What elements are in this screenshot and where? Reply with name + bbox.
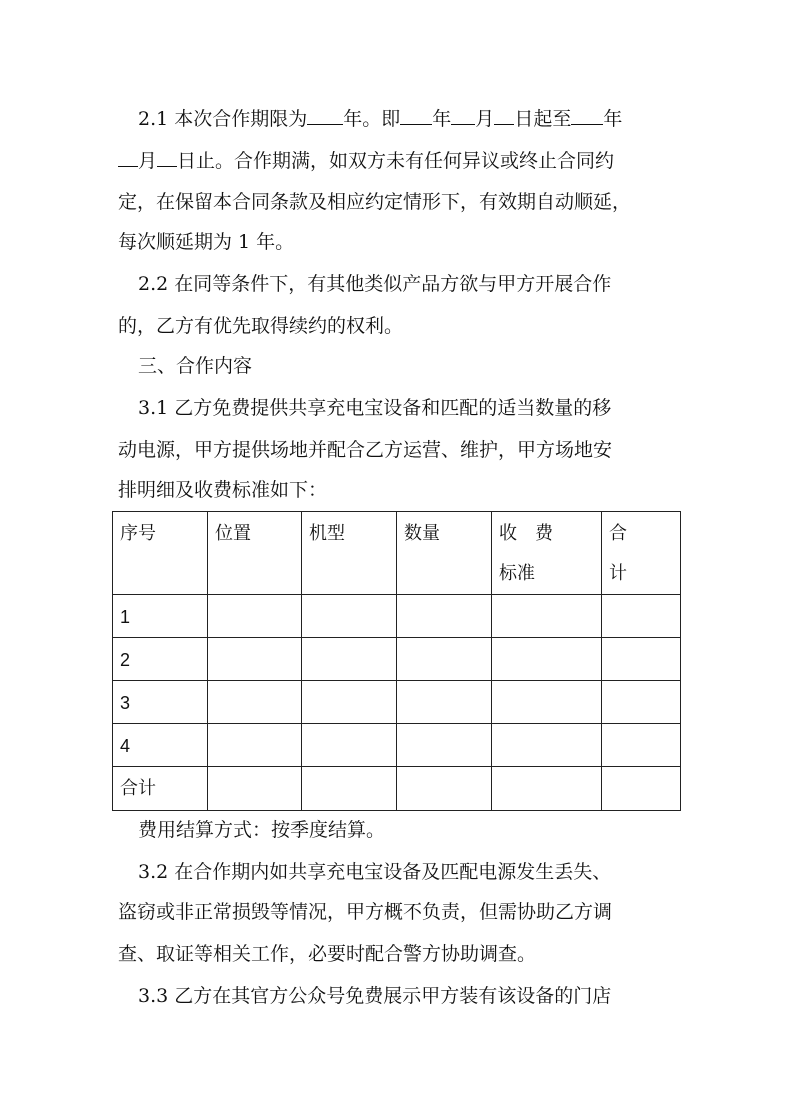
table-header-row xyxy=(113,512,681,595)
row-no: 4 xyxy=(113,724,208,767)
para-2-2-line-1: 2.2 在同等条件下，有其他类似产品方欲与甲方开展合作 xyxy=(138,273,612,295)
table-cell xyxy=(208,638,302,681)
table-row xyxy=(113,595,681,638)
table-cell xyxy=(602,767,681,811)
blank-start-year xyxy=(400,106,432,125)
para-3-1-line-3: 排明细及收费标准如下： xyxy=(118,479,328,501)
table-cell xyxy=(208,724,302,767)
table-cell xyxy=(492,595,602,638)
para-2-1-line-2 xyxy=(118,148,638,173)
blank-end-day xyxy=(157,148,177,167)
para-3-2-line-1: 3.2 在合作期内如共享充电宝设备及匹配电源发生丢失、 xyxy=(138,861,612,883)
table-cell xyxy=(602,638,681,681)
para-2-1-line-3: 定，在保留本合同条款及相应约定情形下，有效期自动顺延， xyxy=(118,191,632,213)
text: 年 xyxy=(603,108,623,130)
table-cell xyxy=(302,638,397,681)
text: 年。即 xyxy=(343,108,401,130)
para-2-1-line-1 xyxy=(138,106,658,131)
table-total-row xyxy=(113,767,681,811)
table-cell xyxy=(397,638,492,681)
para-3-2-line-2: 盗窃或非正常损毁等情况，甲方概不负责，但需协助乙方调 xyxy=(118,901,613,923)
para-2-1-line-4: 每次顺延期为 1 年。 xyxy=(118,231,295,253)
header-no: 序号 xyxy=(113,512,208,595)
table-cell xyxy=(492,638,602,681)
para-3-1-line-1: 3.1 乙方免费提供共享充电宝设备和匹配的适当数量的移 xyxy=(138,397,612,419)
table-cell xyxy=(397,767,492,811)
header-model: 机型 xyxy=(302,512,397,595)
table-cell xyxy=(492,767,602,811)
text: 年 xyxy=(432,108,452,130)
row-no: 3 xyxy=(113,681,208,724)
table-row xyxy=(113,724,681,767)
site-fee-table xyxy=(112,511,681,811)
blank-end-year xyxy=(571,106,603,125)
settlement-text: 费用结算方式：按季度结算。 xyxy=(138,819,386,841)
table-cell xyxy=(208,767,302,811)
text: 日止。合作期满，如双方未有任何异议或终止合同约 xyxy=(177,150,615,172)
table-row xyxy=(113,638,681,681)
text: 月 xyxy=(475,108,495,130)
table-cell xyxy=(602,681,681,724)
row-no: 1 xyxy=(113,595,208,638)
blank-start-day xyxy=(494,106,514,125)
table-cell xyxy=(208,681,302,724)
table-cell xyxy=(492,681,602,724)
table-row xyxy=(113,681,681,724)
section-3-heading: 三、合作内容 xyxy=(138,355,253,377)
text: 2.1 本次合作期限为 xyxy=(138,108,308,130)
para-3-2-line-3: 查、取证等相关工作，必要时配合警方协助调查。 xyxy=(118,943,537,965)
header-fee: 收 费 标准 xyxy=(492,512,602,595)
blank-start-month xyxy=(451,106,475,125)
text: 日起至 xyxy=(514,108,572,130)
table-cell xyxy=(397,724,492,767)
table-cell xyxy=(602,724,681,767)
table-cell xyxy=(397,681,492,724)
table-cell xyxy=(208,595,302,638)
table-cell xyxy=(492,724,602,767)
header-location: 位置 xyxy=(208,512,302,595)
table-cell xyxy=(602,595,681,638)
table-cell xyxy=(302,724,397,767)
table-cell xyxy=(302,595,397,638)
header-total: 合 计 xyxy=(602,512,681,595)
para-3-1-line-2: 动电源，甲方提供场地并配合乙方运营、维护，甲方场地安 xyxy=(118,439,613,461)
table-cell xyxy=(302,681,397,724)
table-cell xyxy=(302,767,397,811)
row-total-label: 合计 xyxy=(113,767,208,811)
table-cell xyxy=(397,595,492,638)
header-quantity: 数量 xyxy=(397,512,492,595)
para-2-2-line-2: 的，乙方有优先取得续约的权利。 xyxy=(118,315,404,337)
row-no: 2 xyxy=(113,638,208,681)
para-3-3-line-1: 3.3 乙方在其官方公众号免费展示甲方装有该设备的门店 xyxy=(138,985,612,1007)
blank-end-month xyxy=(118,148,138,167)
text: 月 xyxy=(138,150,158,172)
blank-years xyxy=(307,106,343,125)
